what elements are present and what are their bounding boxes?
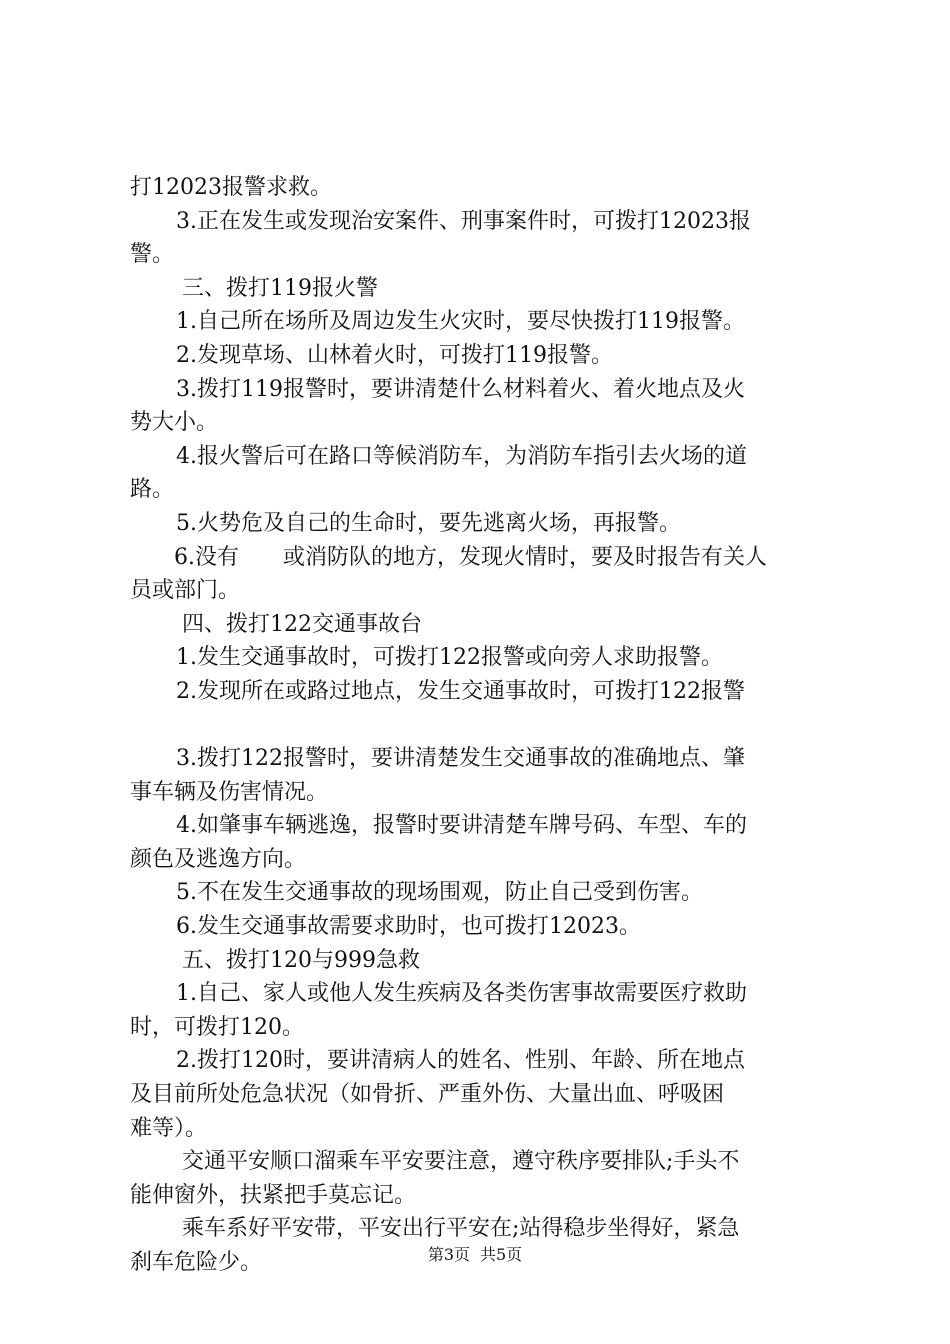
list-item: 5.火势危及自己的生命时，要先逃离火场，再报警。 xyxy=(176,510,681,536)
text-line: 难等）。 xyxy=(130,1115,208,1141)
text-line: 路。 xyxy=(130,477,175,503)
list-item: 1.自己所在场所及周边发生火灾时，要尽快拨打119报警。 xyxy=(176,309,745,335)
text-line: 事车辆及伤害情况。 xyxy=(130,779,329,805)
page-footer xyxy=(0,1245,950,1265)
text-line: 员或部门。 xyxy=(130,578,241,604)
text-line: 颜色及逃逸方向。 xyxy=(130,846,307,872)
section-heading: 四、拨打122交通事故台 xyxy=(182,611,422,637)
list-item: 6.发生交通事故需要求助时，也可拨打12023。 xyxy=(176,914,641,940)
text-line: 及目前所处危急状况（如骨折、严重外伤、大量出血、呼吸困 xyxy=(130,1082,725,1108)
list-item: 5.不在发生交通事故的现场围观，防止自己受到伤害。 xyxy=(176,880,703,906)
text-line: 能伸窗外，扶紧把手莫忘记。 xyxy=(130,1182,417,1208)
list-item: 4.如肇事车辆逃逸，报警时要讲清楚车牌号码、车型、车的 xyxy=(176,813,747,839)
section-heading: 三、拨打119报火警 xyxy=(182,275,378,301)
text-line: 势大小。 xyxy=(130,410,219,436)
page-number: 第3页 xyxy=(427,1245,470,1264)
list-item: 2.发现草场、山林着火时，可拨打119报警。 xyxy=(176,342,613,368)
list-item: 3.拨打119报警时，要讲清楚什么材料着火、着火地点及火 xyxy=(176,376,745,402)
list-item: 1.自己、家人或他人发生疾病及各类伤害事故需要医疗救助 xyxy=(176,981,747,1007)
text-line: 打12023报警求救。 xyxy=(130,175,332,200)
list-item: 3.拨打122报警时，要讲清楚发生交通事故的准确地点、肇 xyxy=(176,746,745,772)
text-line: 时，可拨打120。 xyxy=(130,1014,304,1040)
list-item: 2.发现所在或路过地点，发生交通事故时，可拨打122报警 xyxy=(176,678,745,704)
paragraph-line: 交通平安顺口溜乘车平安要注意，遵守秩序要排队;手头不 xyxy=(182,1149,740,1175)
list-item: 2.拨打120时，要讲清病人的姓名、性别、年龄、所在地点 xyxy=(176,1048,745,1074)
document-body xyxy=(130,171,830,1280)
text-line: 警。 xyxy=(130,242,175,268)
list-item: 3.正在发生或发现治安案件、刑事案件时，可拨打12023报 xyxy=(176,208,751,234)
list-item: 1.发生交通事故时，可拨打122报警或向旁人求助报警。 xyxy=(176,645,723,671)
page-total: 共5页 xyxy=(480,1245,523,1264)
section-heading: 五、拨打120与999急救 xyxy=(182,947,420,973)
list-item: 6.没有 或消防队的地方，发现火情时，要及时报告有关人 xyxy=(174,544,767,570)
blank-line xyxy=(130,709,830,743)
list-item: 4.报火警后可在路口等候消防车，为消防车指引去火场的道 xyxy=(176,443,747,469)
paragraph-line: 乘车系好平安带，平安出行平安在;站得稳步坐得好，紧急 xyxy=(182,1216,740,1242)
text-line: 刹车危险少。 xyxy=(130,1250,263,1275)
